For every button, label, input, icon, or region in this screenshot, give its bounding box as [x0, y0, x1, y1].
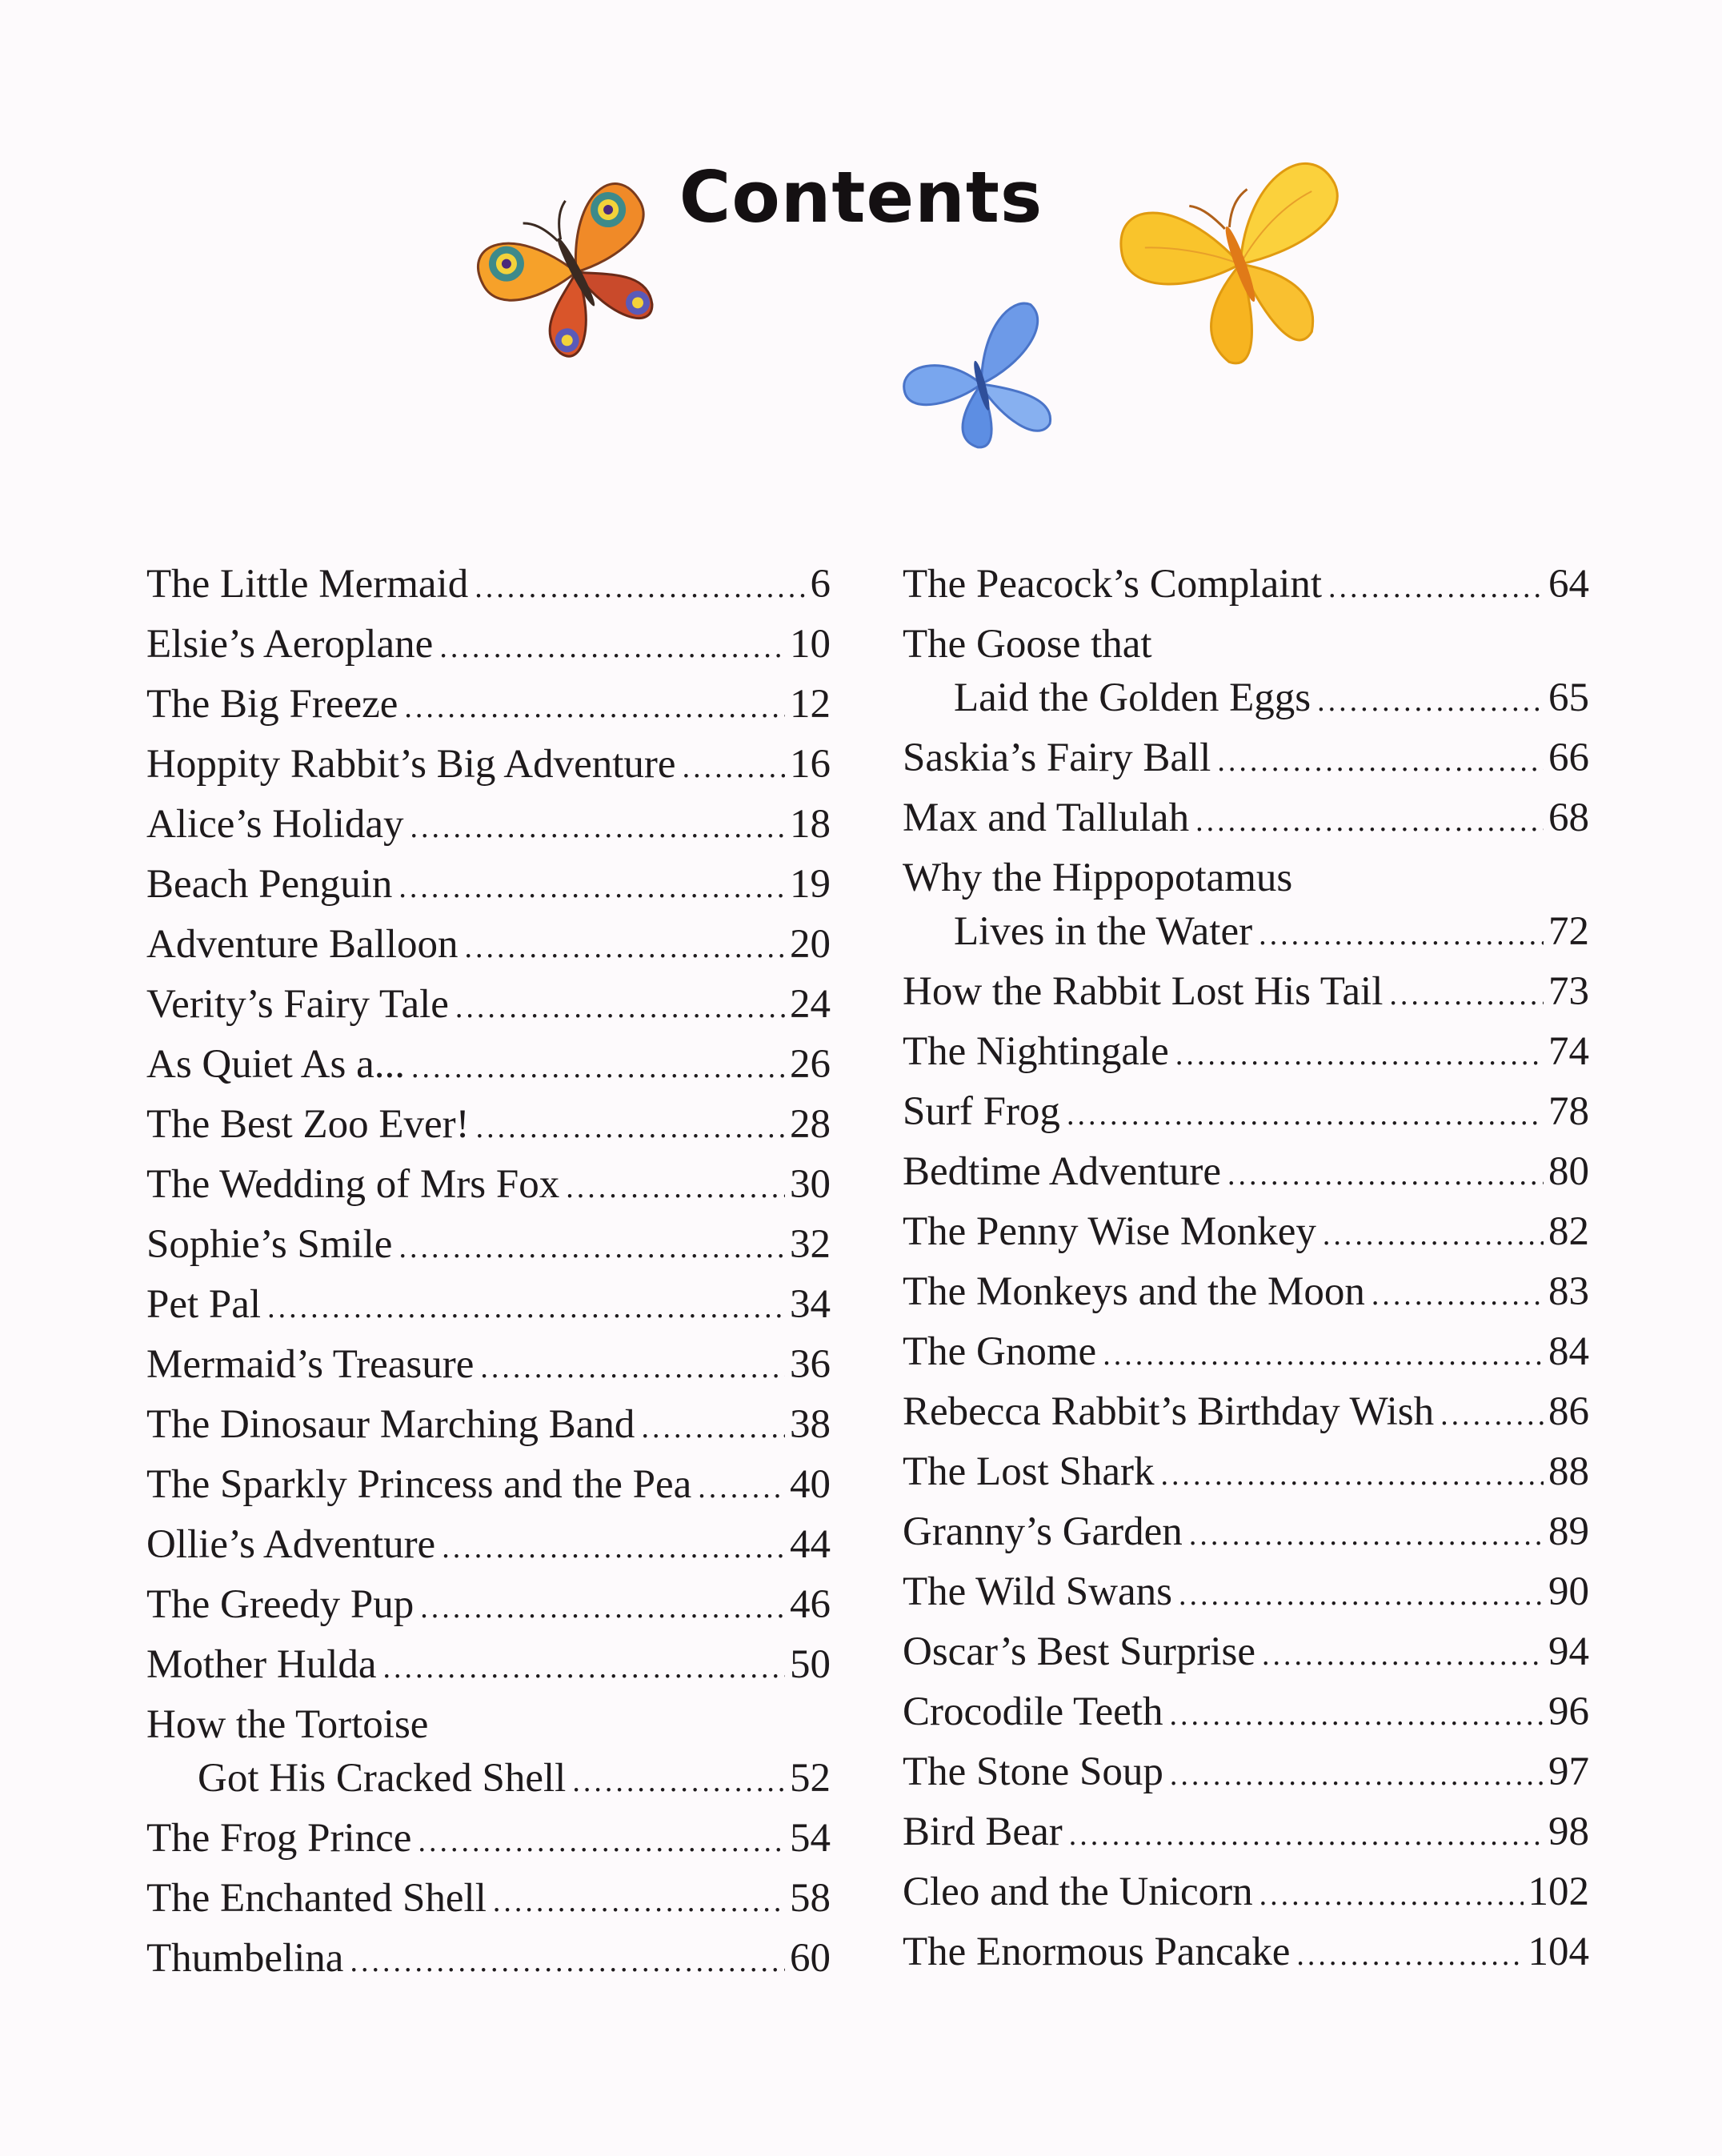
toc-entry[interactable]: [146, 1335, 831, 1395]
dot-leader: [418, 1812, 785, 1872]
toc-entry-page: 89: [1548, 1509, 1589, 1554]
toc-entry-title: Ollie’s Adventure: [146, 1522, 436, 1567]
toc-entry-title-continued: Got His Cracked Shell: [198, 1756, 567, 1801]
toc-entry-title: Bird Bear: [903, 1809, 1063, 1854]
dot-leader: [698, 1458, 785, 1518]
toc-entry-page: 16: [790, 742, 831, 787]
toc-entry-page: 64: [1548, 562, 1589, 607]
dot-leader: [383, 1638, 785, 1698]
toc-entry-title: Saskia’s Fairy Ball: [903, 735, 1211, 780]
toc-entry-page: 73: [1548, 969, 1589, 1014]
toc-entry-page: 50: [790, 1642, 831, 1687]
toc-entry[interactable]: [903, 1622, 1589, 1682]
toc-entry-title: The Penny Wise Monkey: [903, 1209, 1316, 1254]
toc-entry-page: 30: [790, 1162, 831, 1207]
toc-entry-page: 72: [1548, 909, 1589, 954]
toc-entry-title: Bedtime Adventure: [903, 1149, 1221, 1194]
toc-entry-page: 68: [1548, 795, 1589, 840]
dot-leader: [1328, 558, 1544, 618]
toc-entry-page: 44: [790, 1522, 831, 1567]
toc-entry-title: Sophie’s Smile: [146, 1222, 393, 1267]
dot-leader: [683, 738, 785, 798]
dot-leader: [1179, 1565, 1544, 1625]
toc-entry-title: Granny’s Garden: [903, 1509, 1183, 1554]
toc-entry[interactable]: [903, 1922, 1589, 1982]
dot-leader: [1067, 1085, 1544, 1145]
toc-entry[interactable]: [146, 555, 831, 615]
dot-leader: [1103, 1325, 1544, 1385]
dot-leader: [566, 1158, 785, 1218]
toc-entry-title: Why the Hippopotamus: [903, 856, 1293, 900]
toc-entry[interactable]: [146, 855, 831, 915]
toc-entry-title: How the Tortoise: [146, 1702, 429, 1747]
toc-entry-title: Alice’s Holiday: [146, 802, 404, 847]
toc-entry[interactable]: [146, 735, 831, 795]
yellow-butterfly-icon: [1108, 152, 1372, 376]
toc-entry-page: 84: [1548, 1329, 1589, 1374]
toc-entry-page: 26: [790, 1042, 831, 1087]
dot-leader: [1262, 1625, 1544, 1685]
toc-entry[interactable]: [146, 1695, 831, 1809]
toc-entry-page: 60: [790, 1936, 831, 1981]
toc-entry-title: Surf Frog: [903, 1089, 1060, 1134]
toc-entry-title: The Dinosaur Marching Band: [146, 1402, 635, 1447]
toc-entry-title: The Peacock’s Complaint: [903, 562, 1323, 607]
toc-entry-title: The Wedding of Mrs Fox: [146, 1162, 560, 1207]
dot-leader: [475, 558, 805, 618]
dot-leader: [572, 1752, 785, 1812]
toc-entry[interactable]: [146, 795, 831, 855]
toc-entry-page: 38: [790, 1402, 831, 1447]
toc-entry-page: 74: [1548, 1029, 1589, 1074]
toc-entry[interactable]: [903, 1562, 1589, 1622]
toc-entry-page: 80: [1548, 1149, 1589, 1194]
dot-leader: [1440, 1385, 1544, 1445]
toc-entry-title: Oscar’s Best Surprise: [903, 1629, 1255, 1674]
toc-entry[interactable]: [146, 1929, 831, 1989]
toc-entry-page: 90: [1548, 1569, 1589, 1614]
dot-leader: [1160, 1445, 1544, 1505]
toc-entry[interactable]: [146, 1215, 831, 1275]
toc-entry[interactable]: [146, 1809, 831, 1869]
toc-entry-page: 40: [790, 1462, 831, 1507]
toc-entry-title-continued: Laid the Golden Eggs: [954, 675, 1312, 720]
toc-entry-title: The Goose that: [903, 622, 1152, 667]
toc-entry-title-continued: Lives in the Water: [954, 909, 1253, 954]
toc-entry-page: 83: [1548, 1269, 1589, 1314]
toc-entry-title: Crocodile Teeth: [903, 1689, 1163, 1734]
dot-leader: [1170, 1745, 1544, 1805]
toc-entry[interactable]: [146, 1515, 831, 1575]
toc-entry[interactable]: [146, 1869, 831, 1929]
toc-entry[interactable]: [903, 1382, 1589, 1442]
dot-leader: [442, 1518, 785, 1578]
toc-entry-page: 54: [790, 1816, 831, 1861]
dot-leader: [1069, 1805, 1544, 1865]
toc-entry[interactable]: [903, 1022, 1589, 1082]
dot-leader: [1259, 1865, 1524, 1926]
dot-leader: [420, 1578, 785, 1638]
dot-leader: [398, 858, 785, 918]
toc-entry[interactable]: [146, 1575, 831, 1635]
toc-entry[interactable]: [903, 728, 1589, 788]
toc-entry-title: Beach Penguin: [146, 862, 393, 907]
toc-entry-title: Max and Tallulah: [903, 795, 1190, 840]
dot-leader: [350, 1932, 785, 1992]
toc-entry-title: As Quiet As a...: [146, 1042, 405, 1087]
dot-leader: [267, 1278, 785, 1338]
dot-leader: [465, 918, 786, 978]
toc-entry[interactable]: [903, 1322, 1589, 1382]
toc-entry-page: 82: [1548, 1209, 1589, 1254]
toc-entry-page: 86: [1548, 1389, 1589, 1434]
dot-leader: [410, 798, 785, 858]
dot-leader: [404, 678, 785, 738]
toc-entry-title: The Greedy Pup: [146, 1582, 414, 1627]
toc-entry-title: Adventure Balloon: [146, 922, 459, 967]
toc-entry-page: 94: [1548, 1629, 1589, 1674]
toc-entry-title: The Frog Prince: [146, 1816, 412, 1861]
toc-entry-title: Thumbelina: [146, 1936, 344, 1981]
dot-leader: [1217, 731, 1544, 791]
toc-entry-page: 19: [790, 862, 831, 907]
toc-entry[interactable]: [903, 788, 1589, 848]
toc-entry-title: Cleo and the Unicorn: [903, 1869, 1253, 1914]
toc-entry-title: Rebecca Rabbit’s Birthday Wish: [903, 1389, 1435, 1434]
dot-leader: [1169, 1685, 1544, 1745]
toc-entry[interactable]: [903, 1742, 1589, 1802]
toc-entry-title: The Little Mermaid: [146, 562, 469, 607]
toc-entry-page: 78: [1548, 1089, 1589, 1134]
dot-leader: [1296, 1926, 1523, 1986]
toc-entry-page: 52: [790, 1756, 831, 1801]
toc-entry-title: Elsie’s Aeroplane: [146, 622, 434, 667]
toc-entry-page: 34: [790, 1282, 831, 1327]
toc-entry[interactable]: [903, 962, 1589, 1022]
dot-leader: [480, 1338, 785, 1398]
dot-leader: [1372, 1265, 1544, 1325]
toc-entry-title: The Wild Swans: [903, 1569, 1172, 1614]
toc-entry[interactable]: [903, 615, 1589, 728]
toc-entry-page: 97: [1548, 1749, 1589, 1794]
toc-entry[interactable]: [903, 1082, 1589, 1142]
toc-entry-title: Hoppity Rabbit’s Big Adventure: [146, 742, 676, 787]
dot-leader: [1317, 671, 1544, 731]
dot-leader: [1323, 1205, 1544, 1265]
toc-entry-page: 66: [1548, 735, 1589, 780]
toc-entry-page: 98: [1548, 1809, 1589, 1854]
toc-entry-title: The Sparkly Princess and the Pea: [146, 1462, 692, 1507]
toc-entry[interactable]: [146, 1455, 831, 1515]
toc-entry-title: The Gnome: [903, 1329, 1097, 1374]
contents-column-left: [146, 555, 831, 1989]
toc-entry-title: The Monkeys and the Moon: [903, 1269, 1365, 1314]
toc-entry[interactable]: [903, 1262, 1589, 1322]
toc-entry-page: 12: [790, 682, 831, 727]
toc-entry[interactable]: [146, 1095, 831, 1155]
toc-entry-page: 96: [1548, 1689, 1589, 1734]
toc-entry-page: 104: [1528, 1930, 1589, 1974]
toc-entry[interactable]: [903, 1442, 1589, 1502]
toc-entry[interactable]: [146, 1635, 831, 1695]
toc-entry-page: 28: [790, 1102, 831, 1147]
dot-leader: [1389, 965, 1544, 1025]
toc-entry-page: 36: [790, 1342, 831, 1387]
toc-entry-title: The Enormous Pancake: [903, 1930, 1291, 1974]
toc-entry[interactable]: [903, 1502, 1589, 1562]
contents-column-right: [903, 555, 1589, 1982]
toc-entry[interactable]: [903, 848, 1589, 962]
toc-entry[interactable]: [146, 615, 831, 675]
toc-entry[interactable]: [146, 675, 831, 735]
dot-leader: [1189, 1505, 1544, 1565]
toc-entry-title: Pet Pal: [146, 1282, 262, 1327]
toc-entry-page: 102: [1528, 1869, 1589, 1914]
toc-entry-title: The Lost Shark: [903, 1449, 1155, 1494]
dot-leader: [641, 1398, 785, 1458]
toc-entry[interactable]: [903, 555, 1589, 615]
toc-entry[interactable]: [903, 1202, 1589, 1262]
toc-entry-page: 10: [790, 622, 831, 667]
toc-entry[interactable]: [903, 1802, 1589, 1862]
dot-leader: [439, 618, 785, 678]
toc-entry[interactable]: [903, 1862, 1589, 1922]
toc-entry[interactable]: [903, 1142, 1589, 1202]
dot-leader: [1227, 1145, 1544, 1205]
dot-leader: [398, 1218, 785, 1278]
toc-entry-title: Mermaid’s Treasure: [146, 1342, 475, 1387]
dot-leader: [493, 1872, 785, 1932]
toc-entry-title: How the Rabbit Lost His Tail: [903, 969, 1384, 1014]
toc-entry-page: 20: [790, 922, 831, 967]
toc-entry-page: 18: [790, 802, 831, 847]
toc-entry[interactable]: [146, 1155, 831, 1215]
dot-leader: [476, 1098, 785, 1158]
toc-entry-page: 32: [790, 1222, 831, 1267]
toc-entry[interactable]: [146, 1035, 831, 1095]
dot-leader: [455, 978, 785, 1038]
toc-entry-title: Verity’s Fairy Tale: [146, 982, 449, 1027]
blue-butterfly-icon: [888, 296, 1072, 464]
toc-entry-page: 46: [790, 1582, 831, 1627]
dot-leader: [1175, 1025, 1544, 1085]
toc-entry[interactable]: [903, 1682, 1589, 1742]
toc-entry-title: The Nightingale: [903, 1029, 1169, 1074]
dot-leader: [1259, 905, 1544, 965]
toc-entry-title: The Enchanted Shell: [146, 1876, 487, 1921]
toc-entry-title: Mother Hulda: [146, 1642, 377, 1687]
toc-entry[interactable]: [146, 1395, 831, 1455]
dot-leader: [411, 1038, 785, 1098]
toc-entry[interactable]: [146, 915, 831, 975]
page-title: Contents: [679, 156, 1043, 238]
toc-entry-page: 65: [1548, 675, 1589, 720]
toc-entry[interactable]: [146, 975, 831, 1035]
toc-entry-page: 6: [810, 562, 831, 607]
toc-entry-page: 24: [790, 982, 831, 1027]
toc-entry-title: The Big Freeze: [146, 682, 398, 727]
toc-entry-title: The Best Zoo Ever!: [146, 1102, 470, 1147]
toc-entry-page: 88: [1548, 1449, 1589, 1494]
toc-entry-page: 58: [790, 1876, 831, 1921]
toc-entry[interactable]: [146, 1275, 831, 1335]
toc-entry-title: The Stone Soup: [903, 1749, 1163, 1794]
dot-leader: [1195, 791, 1544, 852]
